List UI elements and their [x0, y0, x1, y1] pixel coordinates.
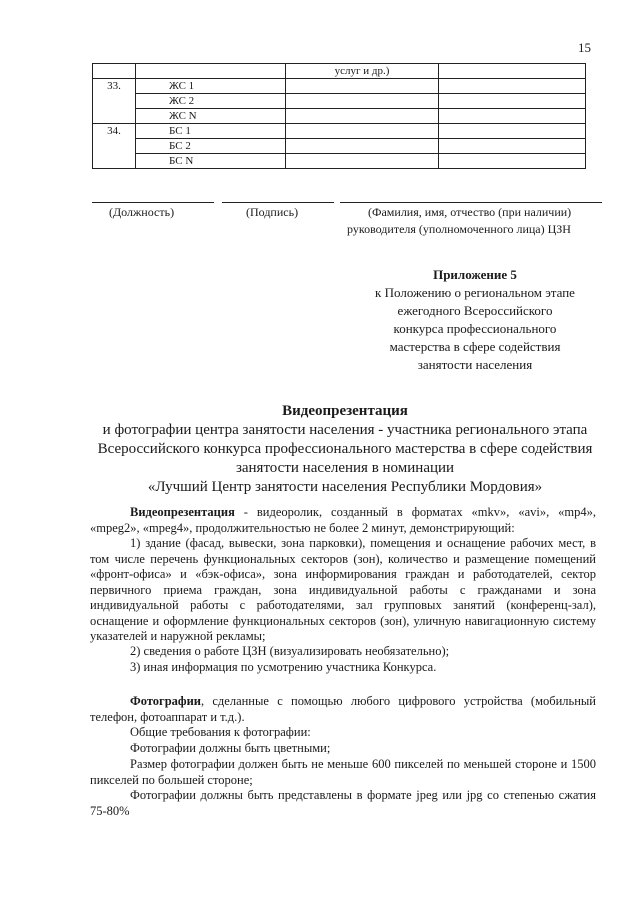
- table-cell: [439, 94, 586, 109]
- page-number: 15: [578, 40, 591, 55]
- document-heading: [80, 402, 610, 497]
- table-row: [93, 139, 586, 154]
- code-label: ЖС 2: [169, 95, 195, 107]
- appendix-block: [345, 266, 605, 374]
- table-cell: [286, 109, 439, 124]
- table-cell: [439, 154, 586, 169]
- position-line: [92, 202, 214, 203]
- video-item: [90, 536, 596, 645]
- appendix-line: ежегодного Всероссийского: [397, 303, 553, 318]
- appendix-line: к Положению о региональном этапе: [375, 285, 575, 300]
- appendix-line: мастерства в сфере содействия: [389, 339, 561, 354]
- row-code: [136, 124, 286, 139]
- table-row: [93, 94, 586, 109]
- row-code: [136, 79, 286, 94]
- table-row: [93, 124, 586, 139]
- code-label: БС N: [169, 155, 194, 167]
- photos-requirement: [90, 788, 596, 819]
- video-item-text: 3) иная информация по усмотрению участника Конкурса.: [130, 660, 437, 674]
- name-line: [340, 202, 602, 203]
- row-number: 33.: [93, 79, 136, 124]
- table-cell: [439, 79, 586, 94]
- heading-line: «Лучший Центр занятости населения Республики Мордовия»: [147, 479, 543, 495]
- code-label: ЖС 1: [169, 80, 195, 92]
- table-cell: [93, 64, 136, 79]
- table-cell: [286, 94, 439, 109]
- table-cell: [439, 124, 586, 139]
- code-label: БС 1: [169, 125, 191, 137]
- photos-requirements-title: Общие требования к фотографии:: [130, 725, 311, 739]
- table-cell: [286, 124, 439, 139]
- code-label: БС 2: [169, 140, 191, 152]
- signature-line: [222, 202, 334, 203]
- row-code: [136, 154, 286, 169]
- code-label: ЖС N: [169, 110, 197, 122]
- photos-requirement: [90, 725, 596, 741]
- table-row: [93, 79, 586, 94]
- signature-label: (Подпись): [246, 205, 299, 219]
- heading-line: Всероссийского конкурса профессионального мастерства в сфере содействия: [97, 441, 593, 457]
- photos-requirement-text: Фотографии должны быть представлены в формате jpeg или jpg со степенью сжатия 75-80%: [90, 788, 596, 818]
- photos-requirement: [90, 757, 596, 788]
- video-definition: [90, 505, 596, 536]
- table-cell-services: услуг и др.): [286, 64, 439, 79]
- row-code: [136, 109, 286, 124]
- video-definition-text: - видеоролик, созданный в форматах «mkv», «avi», «mp4», «mpeg2», «mpeg4», продолжительностью не более 2 минут, демонстрирующий:: [90, 505, 596, 535]
- photos-definition-text: , сделанные с помощью любого цифрового устройства (мобильный телефон, фотоаппарат и т.д.).: [90, 694, 596, 724]
- photos-requirement-text: Фотографии должны быть цветными;: [130, 741, 331, 755]
- nominations-table: [92, 63, 586, 169]
- photos-requirement-text: Размер фотографии должен быть не меньше 600 пикселей по меньшей стороне и 1500 пикселей по большей стороне;: [90, 757, 596, 787]
- appendix-title: Приложение 5: [433, 267, 517, 282]
- video-term: Видеопрезентация: [130, 505, 235, 519]
- table-cell: [439, 109, 586, 124]
- heading-line: занятости населения в номинации: [235, 460, 455, 476]
- appendix-line: занятости населения: [417, 357, 533, 372]
- table-cell: [286, 154, 439, 169]
- table-cell: [286, 139, 439, 154]
- video-item-text: 2) сведения о работе ЦЗН (визуализировать необязательно);: [130, 644, 450, 658]
- table-cell: [439, 64, 586, 79]
- position-label: (Должность): [109, 205, 175, 219]
- photos-requirement: [90, 741, 596, 757]
- video-item: [90, 644, 596, 660]
- row-code: [136, 139, 286, 154]
- name-label: (Фамилия, имя, отчество (при наличии): [368, 205, 572, 219]
- heading-title: Видеопрезентация: [282, 403, 408, 419]
- name-label-continued: руководителя (уполномоченного лица) ЦЗН: [347, 222, 571, 236]
- row-number: 34.: [93, 124, 136, 169]
- video-item-text: 1) здание (фасад, вывески, зона парковки), помещения и оснащение рабочих мест, в том числе перечень функциональных секторов (зон), количество и размещение помещений «фронт-офиса» и «бэк-офиса», зона информирования граждан и работодателей, сектор первичного приема граждан, зона индивидуальной работы с гражданами и зона индивидуальной работы с работодателями, зал групповых занятий (конференц-зал), оснащение и оформление функциональных секторов (зон), уличную навигационную систему указателей и наружной рекламы;: [90, 536, 596, 643]
- photos-definition: [90, 694, 596, 725]
- appendix-line: конкурса профессионального: [393, 321, 557, 336]
- table-row: [93, 154, 586, 169]
- row-code: [136, 94, 286, 109]
- video-item: [90, 660, 596, 676]
- heading-line: и фотографии центра занятости населения - участника регионального этапа: [102, 422, 588, 438]
- table-cell: [439, 139, 586, 154]
- table-row: [93, 109, 586, 124]
- table-cell: [136, 64, 286, 79]
- table-cell: [286, 79, 439, 94]
- table-row: [93, 64, 586, 79]
- photos-term: Фотографии: [130, 694, 201, 708]
